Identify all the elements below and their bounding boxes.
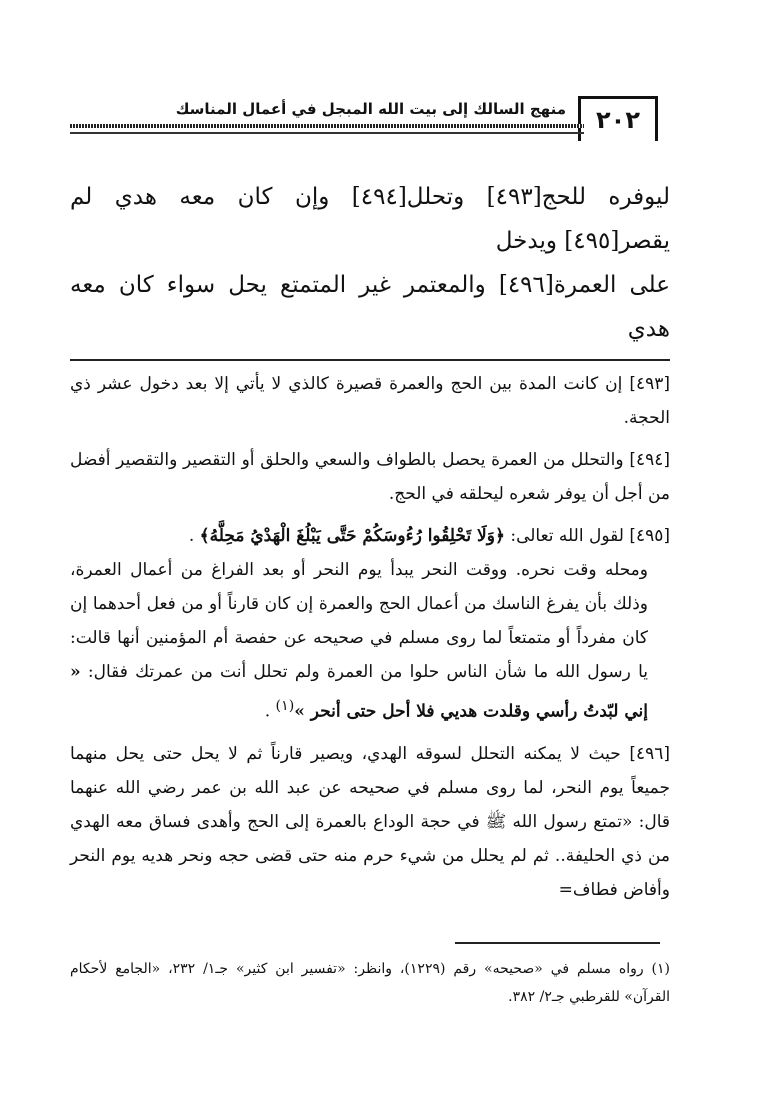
main-text-line: على العمرة[٤٩٦] والمعتمر غير المتمتع يحل سواء كان معه هدي [70,272,670,342]
page-header [70,96,664,142]
hadith-quote: « إني لبّدتُ رأسي وقلدت هديي فلا أحل حتى أنحر » [70,662,648,722]
footnote-divider [455,942,660,944]
note-number: [٤٩٣] [629,374,670,394]
commentary-note [70,443,670,511]
footnote-ref: (١) [275,698,295,714]
footnote: (١) رواه مسلم في «صحيحه» رقم (١٢٢٩)، وانظر: «تفسير ابن كثير» جـ١/ ٢٣٢، «الجامع لأحكام القرآن» للقرطبي جـ٢/ ٣٨٢. [70,961,670,1005]
commentary-note [70,519,670,729]
commentary-note [70,737,670,907]
note-number: [٤٩٦] [629,743,670,764]
note-continuation: ومحله وقت نحره. ووقت النحر يبدأ يوم النحر أو بعد الفراغ من أعمال العمرة، وذلك بأن يفرغ الناسك من أعمال الحج والعمرة إن كان قارناً أو من فعل أحدهما إن كان مفرداً أو متمتعاً لما روى مسلم في صحيحه عن حفصة أم المؤمنين أنها قالت: يا رسول الله ما شأن الناس حلوا من العمرة ولم تحلل أنت من عمرتك فقال: [70,560,648,682]
note-text: والتحلل من العمرة يحصل بالطواف والسعي والحلق أو التقصير والتقصير أفضل من أجل أن يوفر شعره ليحلقه في الحج. [70,450,670,504]
main-text-line: ليوفره للحج[٤٩٣] وتحلل[٤٩٤] وإن كان معه هدي لم يقصر[٤٩٥] ويدخل [70,184,670,254]
quran-verse: ﴿وَلَا تَحْلِقُوا رُءُوسَكُمْ حَتَّى يَبْلُغَ الْهَدْيُ مَحِلَّهُ﴾ [199,526,505,546]
note-text: . [188,526,195,546]
running-title: منهج السالك إلى بيت الله المبجل في أعمال المناسك [175,100,566,118]
main-text [70,175,670,351]
page-content [70,175,670,915]
commentary-note [70,367,670,435]
note-number: [٤٩٤] [629,450,671,470]
header-rule-thin [70,132,584,134]
note-text: حيث لا يمكنه التحلل لسوقه الهدي، ويصير قارناً ثم لا يحل حتى يحل منهما جميعاً يوم النحر، لما روى مسلم في صحيحه عن عبد الله بن عمر رضي الله عنهما قال: «تمتع رسول الله ﷺ في حجة الوداع بالعمرة إلى الحج وأهدى فساق معه الهدي من ذي الحليفة.. ثم لم يحلل من شيء حرم منه حتى قضى حجه ونحر هديه يوم النحر وأفاض فطاف= [70,743,670,900]
main-text-divider [70,359,670,361]
note-text: لقول الله تعالى: [504,526,624,546]
header-rule [70,124,584,128]
note-text: . [264,701,271,722]
page-number: ٢٠٢ [578,96,658,141]
note-number: [٤٩٥] [629,526,670,546]
note-text: إن كانت المدة بين الحج والعمرة قصيرة كالذي لا يأتي إلا بعد دخول عشر ذي الحجة. [70,374,670,428]
